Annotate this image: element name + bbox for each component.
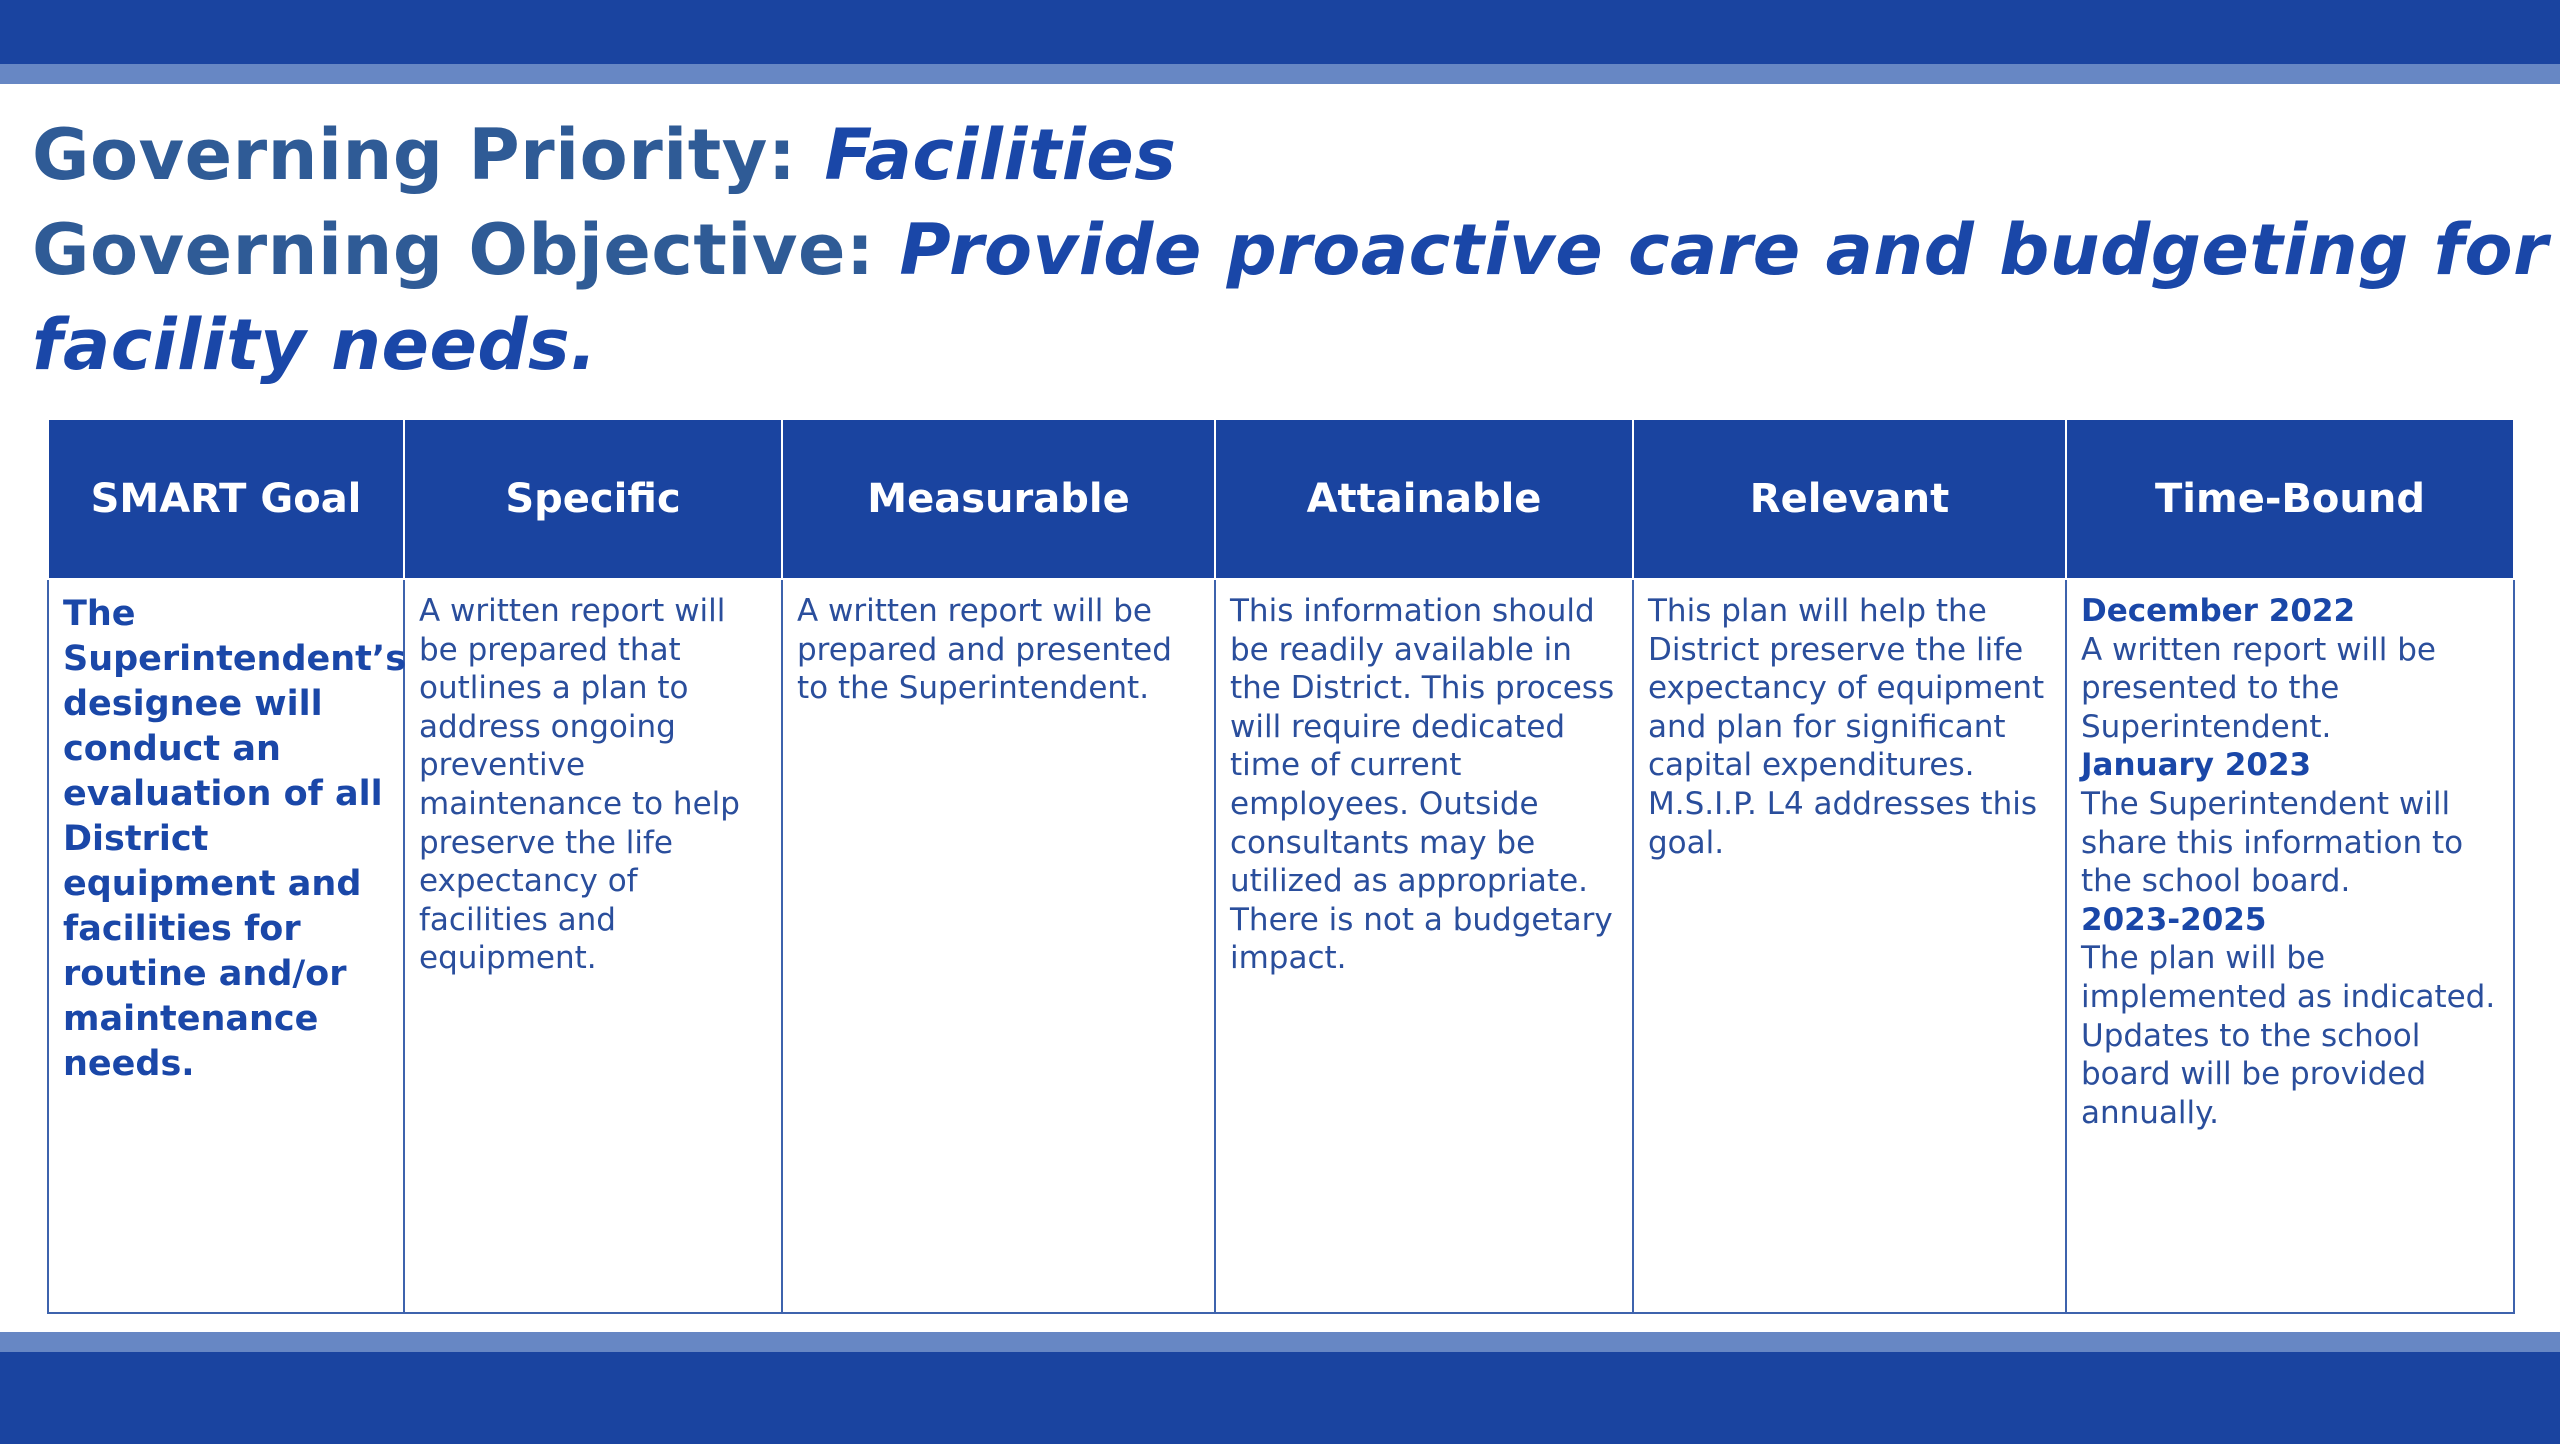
smart-goal-table — [47, 418, 2515, 1314]
cell-time-bound — [2066, 579, 2514, 1313]
bottom-stripe — [0, 1332, 2560, 1352]
priority-value: Facilities — [824, 114, 1177, 196]
objective-value-line1: Provide proactive care and budgeting for — [899, 209, 2549, 291]
cell-specific: A written report will be prepared that outlines a plan to address ongoing preventive maintenance to help preserve the life expectancy of facilities and equipment. — [404, 579, 782, 1313]
milestone-text: The Superintendent will share this information to the school board. — [2081, 785, 2464, 900]
table-header-row — [48, 419, 2514, 579]
objective-line — [32, 203, 2549, 298]
table-row — [48, 579, 2514, 1313]
cell-attainable: This information should be readily available in the District. This process will require dedicated time of current employees. Outside consultants may be utilized as appropriate. There is not a budgetary impact. — [1215, 579, 1633, 1313]
bottom-band — [0, 1352, 2560, 1444]
milestone-text: The plan will be implemented as indicated. Updates to the school board will be provided annually. — [2081, 940, 2496, 1131]
priority-line — [32, 108, 2512, 203]
objective-value-line2: facility needs. — [32, 304, 598, 386]
milestone-date: January 2023 — [2081, 747, 2312, 784]
top-stripe — [0, 64, 2560, 84]
top-band — [0, 0, 2560, 64]
header-measurable: Measurable — [782, 419, 1215, 579]
milestone-text: A written report will be presented to the Superintendent. — [2081, 631, 2436, 745]
objective-label: Governing Objective: — [32, 209, 875, 291]
header-attainable: Attainable — [1215, 419, 1633, 579]
objective-continuation — [32, 298, 2512, 393]
cell-measurable: A written report will be prepared and presented to the Superintendent. — [782, 579, 1215, 1313]
priority-label: Governing Priority: — [32, 114, 797, 196]
cell-smart-goal: The Superintendent’s designee will conduct an evaluation of all District equipment and facilities for routine and/or maintenance needs. — [48, 579, 404, 1313]
header-specific: Specific — [404, 419, 782, 579]
slide-heading — [32, 108, 2549, 393]
header-smart-goal: SMART Goal — [48, 419, 404, 579]
header-relevant: Relevant — [1633, 419, 2066, 579]
header-time-bound: Time-Bound — [2066, 419, 2514, 579]
milestone-date: 2023-2025 — [2081, 901, 2267, 938]
cell-relevant: This plan will help the District preserve the life expectancy of equipment and plan for significant capital expenditures. M.S.I.P. L4 addresses this goal. — [1633, 579, 2066, 1313]
milestone-date: December 2022 — [2081, 593, 2356, 629]
